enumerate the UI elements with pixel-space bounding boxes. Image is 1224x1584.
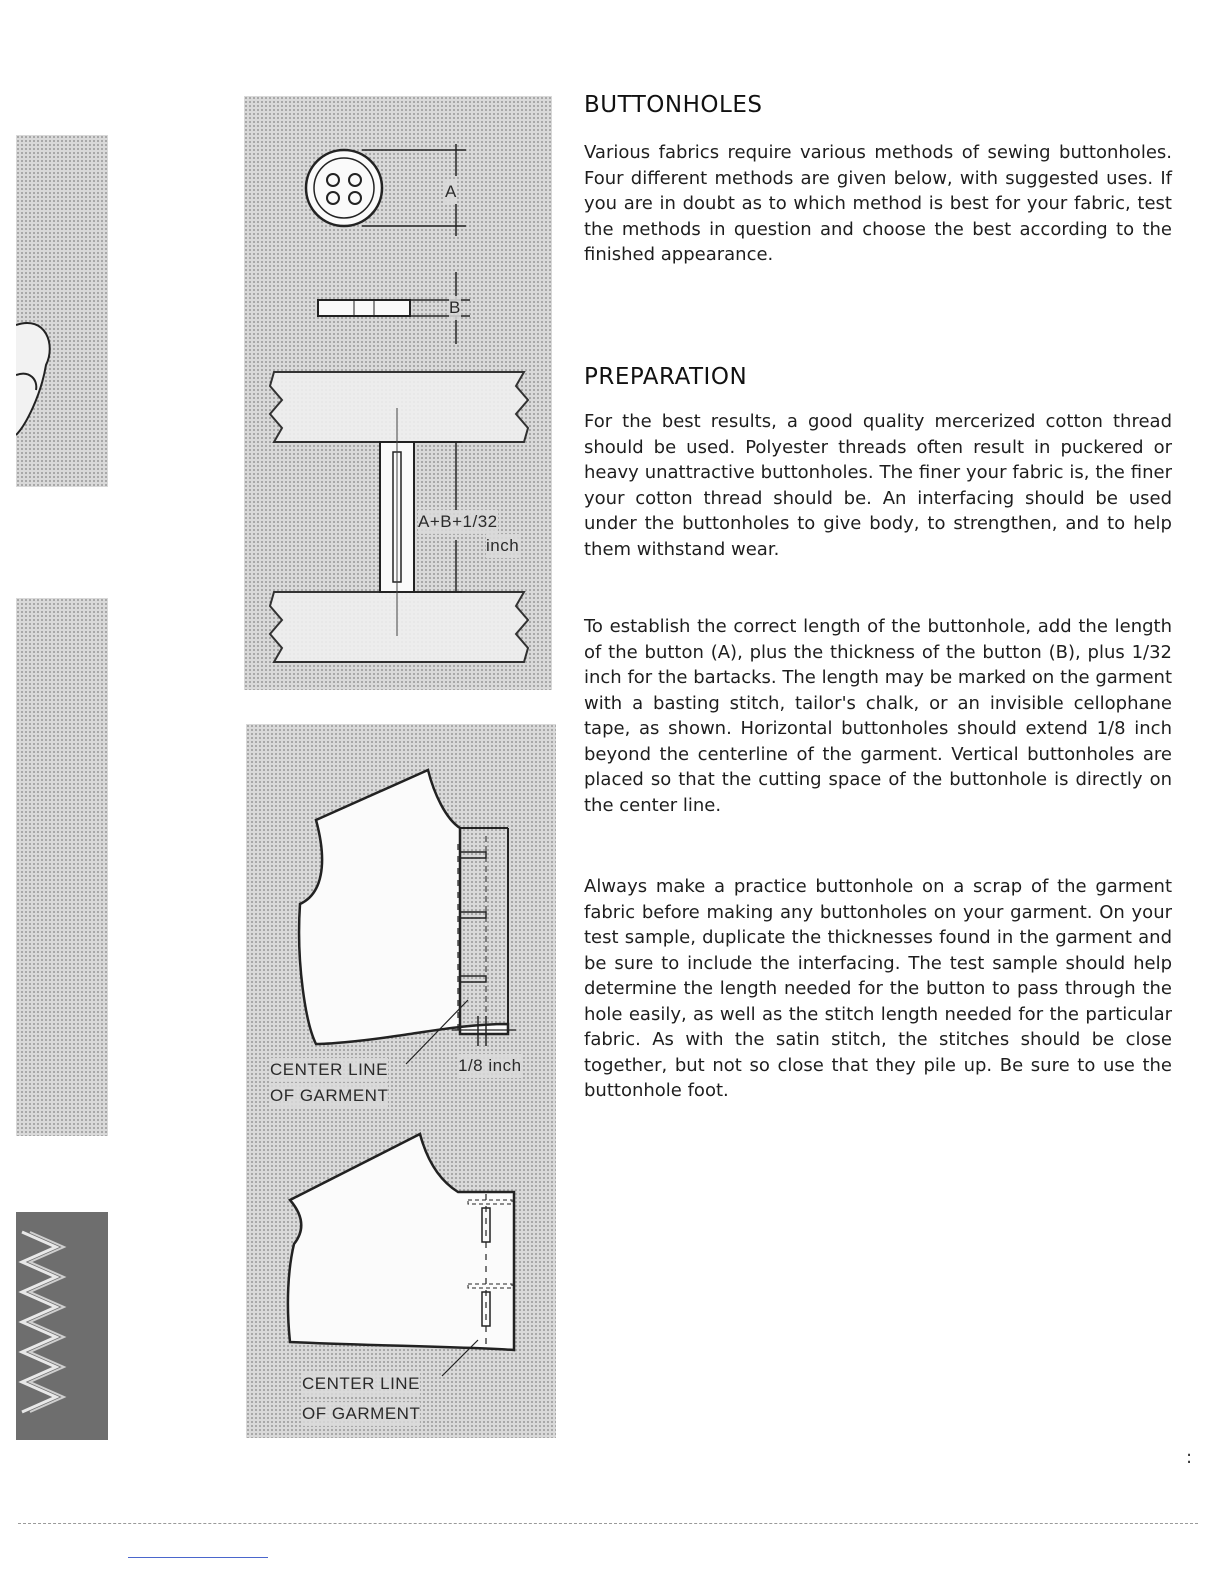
garment-front-horizontal (299, 770, 508, 1044)
garment-placement-figure (246, 724, 556, 1438)
buttonhole-length-unit: inch (486, 534, 519, 558)
center-line-label-2: CENTER LINE (302, 1372, 420, 1396)
dimension-b-label: B (449, 296, 461, 320)
preparation-heading: PREPARATION (584, 364, 748, 390)
page-blue-rule (128, 1557, 268, 1558)
side-tab-zigzag (16, 1212, 108, 1440)
dimension-a-label: A (445, 180, 457, 204)
buttonhole-length-label: A+B+1/32 (418, 510, 498, 534)
center-line-label: CENTER LINE (270, 1058, 388, 1082)
buttonholes-intro: Various fabrics require various methods of sewing buttonholes. Four different methods are given below, with suggested uses. If you are in doubt as to which method is best for your fabric, test the methods in question and choose the best according to the finished appearance. (584, 142, 1172, 265)
margin-mark: : (1186, 1447, 1193, 1468)
button-measurement-drawing (244, 96, 552, 690)
preparation-paragraph-2: To establish the correct length of the buttonhole, add the length of the button (A), plus the thickness of the button (B), plus 1/32 inch for the bartacks. The length may be marked on the garment with a basting stitch, tailor's chalk, or an invisible cellophane tape, as shown. Horizontal buttonholes should extend 1/8 inch beyond the centerline of the garment. Vertical buttonholes are placed so that the cutting space of the buttonhole is directly on the center line. (584, 616, 1172, 816)
presser-foot-illustration (16, 135, 108, 487)
of-garment-label: OF GARMENT (270, 1084, 388, 1108)
button-icon (306, 150, 382, 226)
side-tab-middle (16, 598, 108, 1136)
page-bottom-rule (18, 1523, 1198, 1524)
garment-front-vertical (288, 1134, 514, 1350)
eighth-inch-label: 1/8 inch (458, 1054, 522, 1078)
of-garment-label-2: OF GARMENT (302, 1402, 420, 1426)
buttonholes-heading: BUTTONHOLES (584, 92, 763, 118)
preparation-paragraph-3: Always make a practice buttonhole on a scrap of the garment fabric before making any buttonholes on your garment. On your test sample, duplicate the thicknesses found in the garment and be sure to include the interfacing. The test sample should help determine the length needed for the button to pass through the hole easily, as well as the stitch length needed for the particular fabric. As with the satin stitch, the stitches should be close together, but not so close that they pile up. Be sure to use the buttonhole foot. (584, 876, 1172, 1101)
side-tab-upper (16, 135, 108, 487)
button-measurement-figure (244, 96, 552, 690)
zigzag-stitch-icon (16, 1212, 108, 1440)
preparation-paragraph-1: For the best results, a good quality mercerized cotton thread should be used. Polyester threads often result in puckered or heavy unattractive buttonholes. The finer your fabric is, the finer your cotton thread should be. An interfacing should be used under the buttonholes to give body, to strengthen, and to help them withstand wear. (584, 411, 1172, 560)
